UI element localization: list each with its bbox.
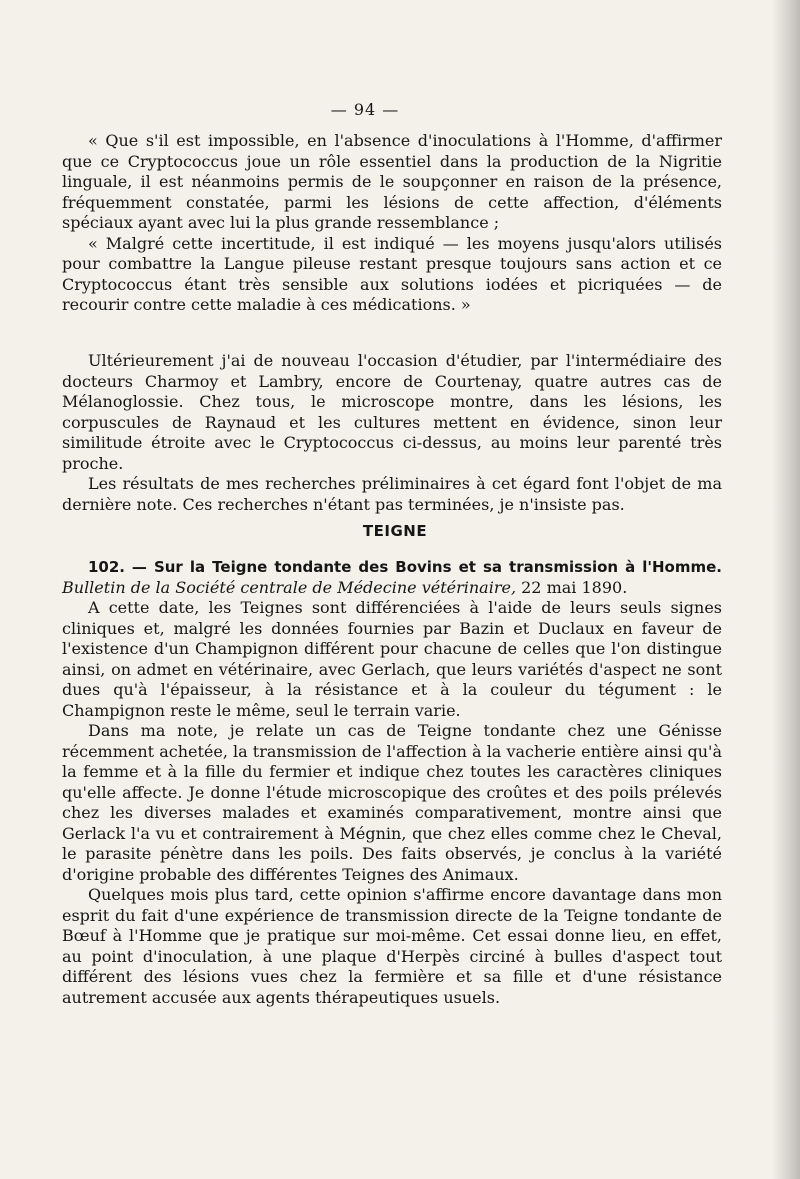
entry-date: 22 mai 1890. — [521, 577, 628, 597]
entry-header — [62, 557, 722, 598]
quote-paragraph-2: « Malgré cette incertitude, il est indiqué — les moyens jusqu'alors utilisés pour combattre la Langue pileuse restant presque toujours sans action et ce Cryptococcus étant très sensible aux solutions iodées et picriquées — de recourir contre cette maladie à ces médications. » — [62, 233, 722, 314]
body-block — [62, 351, 722, 515]
quote-block — [62, 131, 722, 316]
body-paragraph-1: Ultérieurement j'ai de nouveau l'occasion d'étudier, par l'intermédiaire des docteurs Charmoy et Lambry, encore de Courtenay, quatre autres cas de Mélanoglossie. Chez tous, le microscope montre, dans les lésions, les corpuscules de Raynaud et les cultures mettent en évidence, sinon leur similitude étroite avec le Cryptococcus ci-dessus, au moins leur parenté très proche. — [62, 351, 722, 473]
entry-paragraph-3: Quelques mois plus tard, cette opinion s'affirme encore davantage dans mon esprit du fait d'une expérience de transmission directe de la Teigne tondante de Bœuf à l'Homme que je pratique sur moi-même. Cet essai donne lieu, en effet, au point d'inoculation, à une plaque d'Herpès circiné à bulles d'aspect tout différent des lésions vues chez la fermière et sa fille et d'une résistance autrement accusée aux agents thérapeutiques usuels. — [62, 885, 722, 1007]
entry-number: 102. — [88, 558, 126, 576]
body-paragraph-2: Les résultats de mes recherches préliminaires à cet égard font l'objet de ma dernière note. Ces recherches n'étant pas terminées, je n'insiste pas. — [62, 474, 722, 514]
section-heading: TEIGNE — [362, 522, 428, 540]
entry-block — [62, 557, 722, 1008]
entry-source: Bulletin de la Société centrale de Médecine vétérinaire, — [62, 577, 517, 597]
page-number: — 94 — — [330, 100, 400, 119]
scan-edge-shadow — [772, 0, 800, 1179]
entry-paragraph-2: Dans ma note, je relate un cas de Teigne tondante chez une Génisse récemment achetée, la transmission de l'affection à la vacherie entière ainsi qu'à la femme et à la fille du fermier et indique chez toutes les caractères cliniques qu'elle affecte. Je donne l'étude microscopique des croûtes et des poils prélevés chez les diverses malades et examinés comparativement, montre ainsi que Gerlack l'a vu et contrairement à Mégnin, que chez elles comme chez le Cheval, le parasite pénètre dans les poils. Des faits observés, je conclus à la variété d'origine probable des différentes Teignes des Animaux. — [62, 721, 722, 884]
quote-paragraph-1: « Que s'il est impossible, en l'absence d'inoculations à l'Homme, d'affirmer que ce Cryptococcus joue un rôle essentiel dans la production de la Nigritie linguale, il est néanmoins permis de le soupçonner en raison de la présence, fréquemment constatée, parmi les lésions de cette affection, d'éléments spéciaux ayant avec lui la plus grande ressemblance ; — [62, 131, 722, 232]
entry-title: — Sur la Teigne tondante des Bovins et sa transmission à l'Homme. — [131, 558, 722, 576]
entry-paragraph-1: A cette date, les Teignes sont différenciées à l'aide de leurs seuls signes cliniques et, malgré les données fournies par Bazin et Duclaux en faveur de l'existence d'un Champignon différent pour chacune de celles que l'on distingue ainsi, on admet en vétérinaire, avec Gerlach, que leurs variétés d'aspect ne sont dues qu'à l'épaisseur, à la résistance et à la couleur du tégument : le Champignon reste le même, seul le terrain varie. — [62, 598, 722, 720]
